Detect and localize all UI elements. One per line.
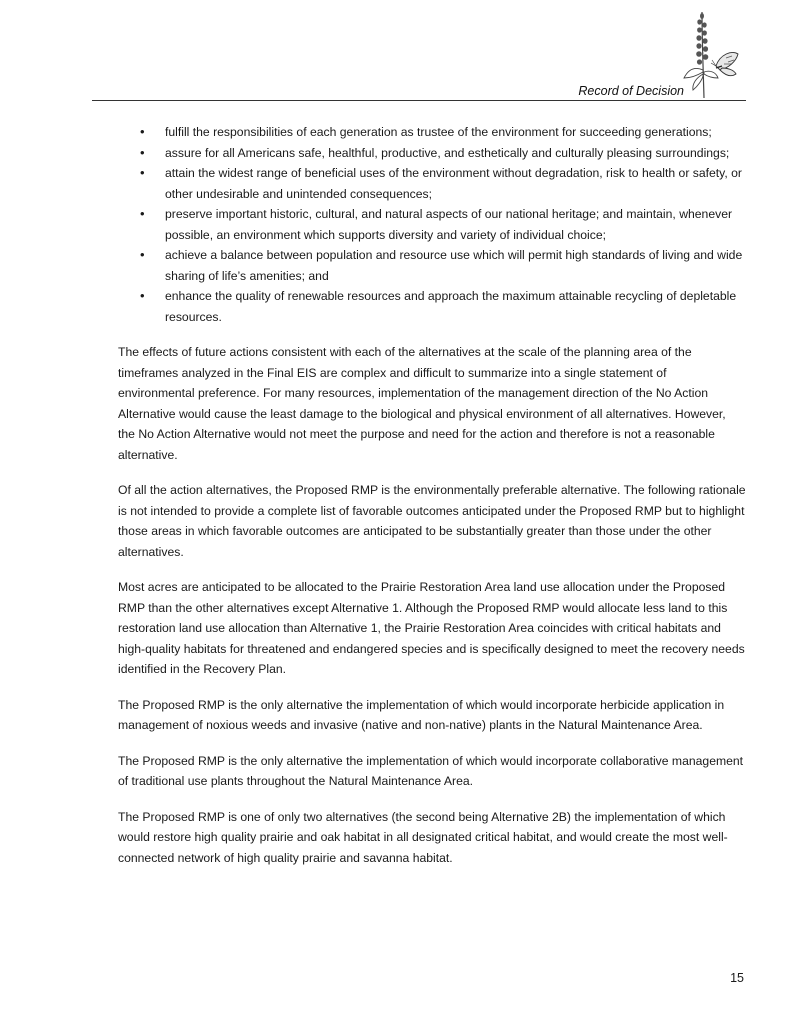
nepa-goals-list [118,122,746,327]
paragraph-preferable-alternative: Of all the action alternatives, the Proposed RMP is the environmentally preferable alternative. The following rationale is not intended to provide a complete list of favorable outcomes anticipated under the Proposed RMP but to highlight those areas in which favorable outcomes are anticipated to be substantially greater than those under the other alternatives. [118,483,746,559]
paragraph-habitat-network: The Proposed RMP is one of only two alternatives (the second being Alternative 2B) the implementation of which would restore high quality prairie and oak habitat in all designated critical habitat, and would create the most well-connected network of high quality prairie and savanna habitat. [118,809,728,865]
list-item: • enhance the quality of renewable resources and approach the maximum attainable recycling of depletable resources. [118,286,746,327]
header-title: Record of Decision [578,84,684,98]
page-number: 15 [730,971,744,985]
list-item: • achieve a balance between population and resource use which will permit high standards of living and wide sharing of life’s amenities; and [118,245,746,286]
list-item: • preserve important historic, cultural, and natural aspects of our national heritage; and maintain, whenever possible, an environment which supports diversity and variety of individual choice; [118,204,746,245]
list-item: • assure for all Americans safe, healthful, productive, and esthetically and culturally pleasing surroundings; [118,143,746,164]
list-item: • fulfill the responsibilities of each generation as trustee of the environment for succeeding generations; [118,122,746,143]
header-divider [92,100,746,101]
document-body [118,122,746,868]
paragraph-herbicide: The Proposed RMP is the only alternative the implementation of which would incorporate herbicide application in management of noxious weeds and invasive (native and non-native) plants in the Natural Maintenance Area. [118,697,725,732]
paragraph-prairie-restoration: Most acres are anticipated to be allocated to the Prairie Restoration Area land use allocation under the Proposed RMP than the other alternatives except Alternative 1. Although the Proposed RMP would allocate less land to this restoration land use allocation than Alternative 1, the Prairie Restoration Area coincides with critical habitats and high-quality habitats for threatened and endangered species and is specifically designed to meet the recovery needs identified in the Recovery Plan. [118,580,745,676]
page-header [92,0,746,102]
list-item: • attain the widest range of beneficial uses of the environment without degradation, risk to health or safety, or other undesirable and unintended consequences; [118,163,746,204]
paragraph-traditional-use: The Proposed RMP is the only alternative the implementation of which would incorporate collaborative management of traditional use plants throughout the Natural Maintenance Area. [118,753,744,788]
paragraph-environmental-preference: The effects of future actions consistent with each of the alternatives at the scale of the planning area of the timeframes analyzed in the Final EIS are complex and difficult to summarize into a single statement of environmental preference. For many resources, implementation of the management direction of the No Action Alternative would cause the least damage to the biological and physical environment of all alternatives. However, the No Action Alternative would not meet the purpose and need for the action and therefore is not a reasonable alternative. [118,345,726,462]
prairie-plant-butterfly-icon [676,8,746,100]
